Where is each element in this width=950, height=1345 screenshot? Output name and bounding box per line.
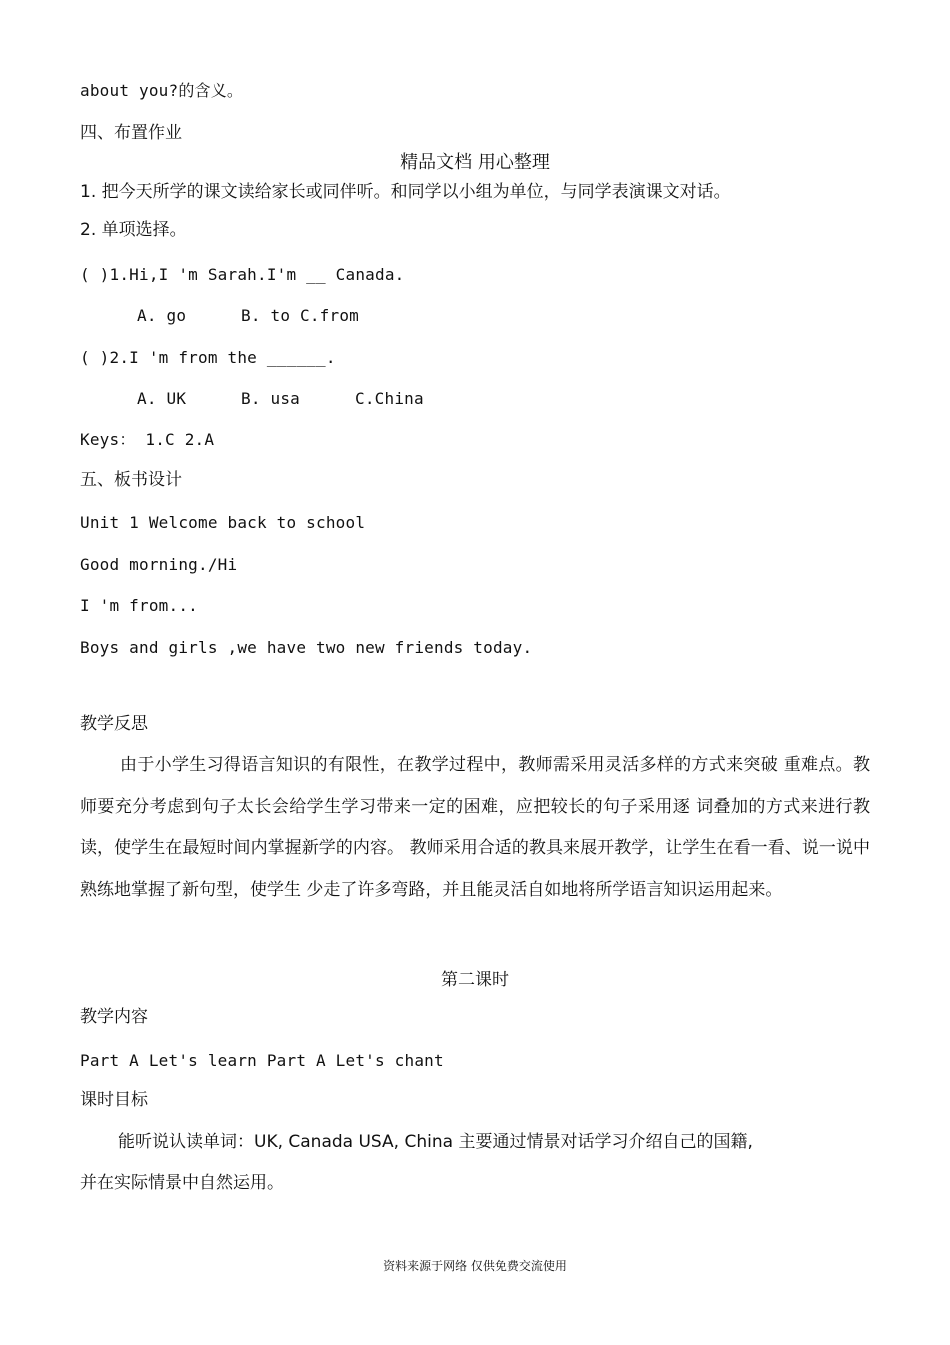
option-c: C.China <box>355 389 424 408</box>
board-line: Unit 1 Welcome back to school <box>80 513 366 532</box>
option-b: B. to C.from <box>241 306 359 325</box>
answer-keys: Keys： 1.C 2.A <box>80 430 215 449</box>
board-line: I 'm from... <box>80 596 198 615</box>
question-1-options <box>137 306 359 326</box>
option-a: A. UK <box>137 389 187 408</box>
homework-item-1: 1. 把今天所学的课文读给家长或同伴听。和同学以小组为单位，与同学表演课文对话。 <box>80 182 731 202</box>
homework-item-2: 2. 单项选择。 <box>80 220 187 240</box>
lesson-2-heading: 第二课时 <box>441 970 509 990</box>
text-line: about you?的含义。 <box>80 81 244 100</box>
content-text: Part A Let's learn Part A Let's chant <box>80 1051 444 1070</box>
page-header: 精品文档 用心整理 <box>400 152 550 173</box>
option-b: B. usa <box>241 389 300 408</box>
board-line: Good morning./Hi <box>80 555 238 574</box>
section-heading-board: 五、板书设计 <box>80 470 182 490</box>
reflection-heading: 教学反思 <box>80 714 148 734</box>
reflection-paragraph: 由于小学生习得语言知识的有限性，在教学过程中，教师需采用灵活多样的方式来突破 重难点。教师要充分考虑到句子太长会给学生学习带来一定的困难，应把较长的句子采用逐 词叠加的方式来进行教读，使学生在最短时间内掌握新学的内容。 教师采用合适的教具来展开教学，让学生在看一看、说一说中熟练地掌握了新句型，使学生 少走了许多弯路，并且能灵活自如地将所学语言知识运用起来。 <box>80 755 870 900</box>
section-heading-homework: 四、布置作业 <box>80 123 182 143</box>
page-footer: 资料来源于网络 仅供免费交流使用 <box>383 1259 567 1273</box>
question-1: ( )1.Hi,I 'm Sarah.I'm __ Canada. <box>80 265 405 284</box>
goal-heading: 课时目标 <box>80 1090 148 1110</box>
question-2: ( )2.I 'm from the ______. <box>80 348 336 367</box>
goal-text: 能听说认读单词：UK, Canada USA, China 主要通过情景对话学习介绍自己的国籍, <box>118 1132 753 1152</box>
goal-text-continued: 并在实际情景中自然运用。 <box>80 1173 284 1193</box>
content-heading: 教学内容 <box>80 1007 148 1027</box>
question-2-options <box>137 389 424 409</box>
option-a: A. go <box>137 306 187 325</box>
board-line: Boys and girls ,we have two new friends today. <box>80 638 533 657</box>
